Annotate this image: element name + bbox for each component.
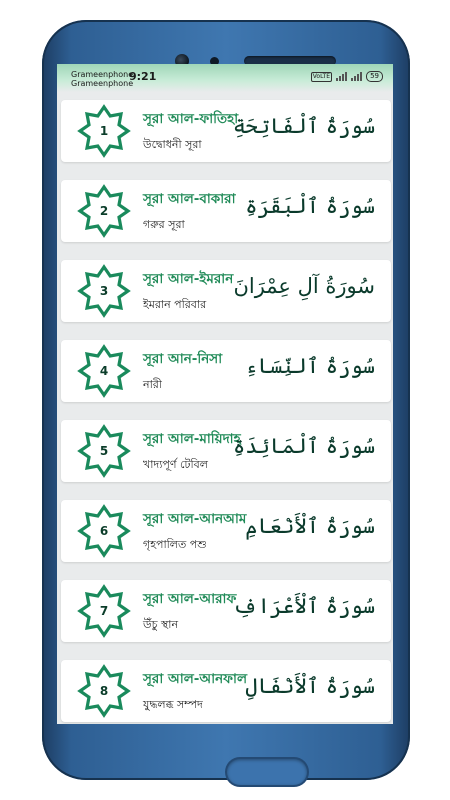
surah-number-badge bbox=[77, 584, 131, 638]
status-icons bbox=[311, 71, 383, 82]
surah-number: 2 bbox=[99, 204, 109, 218]
surah-number-badge bbox=[77, 664, 131, 718]
status-bar bbox=[57, 64, 393, 92]
surah-name-bangla: সূরা আল-আনফাল bbox=[143, 671, 248, 687]
surah-list-item[interactable] bbox=[61, 100, 391, 162]
surah-name-bangla: সূরা আন-নিসা bbox=[143, 351, 223, 367]
surah-number-badge bbox=[77, 104, 131, 158]
surah-number: 8 bbox=[99, 684, 109, 698]
surah-name-bangla: সূরা আল-মায়িদাহ bbox=[143, 431, 241, 447]
surah-meaning-bangla: গৃহপালিত পশু bbox=[143, 538, 207, 551]
surah-number-badge bbox=[77, 424, 131, 478]
volte-icon: VoLTE bbox=[312, 72, 331, 80]
surah-number: 1 bbox=[99, 124, 109, 138]
surah-name-arabic: سُورَةُ ٱلْفَاتِحَةِ bbox=[232, 114, 375, 138]
signal-icon-2 bbox=[351, 72, 362, 81]
surah-meaning-bangla: খাদ্যপূর্ণ টেবিল bbox=[143, 458, 208, 471]
surah-name-arabic: سُورَةُ ٱلْأَنْعَامِ bbox=[245, 514, 375, 538]
carrier-names bbox=[71, 70, 133, 88]
surah-name-bangla: সূরা আল-বাকারা bbox=[143, 191, 236, 207]
clock: 9:21 bbox=[129, 70, 157, 83]
surah-number-badge bbox=[77, 504, 131, 558]
surah-name-bangla: সূরা আল-আনআম bbox=[143, 511, 247, 527]
surah-name-arabic: سُورَةُ ٱلْأَنْفَالِ bbox=[245, 674, 375, 698]
surah-name-arabic: سُورَةُ آلِ عِمْرَانَ bbox=[233, 274, 375, 298]
surah-meaning-bangla: উঁচু স্থান bbox=[143, 618, 179, 631]
surah-name-bangla: সূরা আল-আরাফ bbox=[143, 591, 237, 607]
surah-number-badge bbox=[77, 184, 131, 238]
surah-number-badge bbox=[77, 264, 131, 318]
surah-name-arabic: سُورَةُ ٱلْبَقَرَةِ bbox=[245, 194, 375, 218]
surah-list-item[interactable] bbox=[61, 340, 391, 402]
surah-name-arabic: سُورَةُ ٱلْمَائِدَةِ bbox=[232, 434, 375, 458]
surah-list-item[interactable] bbox=[61, 660, 391, 722]
surah-list-item[interactable] bbox=[61, 420, 391, 482]
carrier-1: Grameenphone bbox=[71, 70, 134, 79]
surah-meaning-bangla: উদ্বোধনী সূরা bbox=[143, 138, 202, 151]
surah-number: 3 bbox=[99, 284, 109, 298]
surah-number: 6 bbox=[99, 524, 109, 538]
surah-list-item[interactable] bbox=[61, 500, 391, 562]
signal-icon bbox=[336, 72, 347, 81]
surah-number: 7 bbox=[99, 604, 109, 618]
surah-meaning-bangla: যুদ্ধলব্ধ সম্পদ bbox=[143, 698, 203, 711]
surah-meaning-bangla: গরুর সূরা bbox=[143, 218, 185, 231]
surah-list-item[interactable] bbox=[61, 580, 391, 642]
surah-name-bangla: সূরা আল-ইমরান bbox=[143, 271, 234, 287]
surah-list bbox=[61, 100, 391, 724]
surah-number: 5 bbox=[99, 444, 109, 458]
battery-icon: 59 bbox=[366, 71, 383, 82]
carrier-2: Grameenphone bbox=[71, 79, 134, 88]
surah-name-arabic: سُورَةُ ٱلنِّسَاءِ bbox=[245, 354, 375, 378]
surah-name-bangla: সূরা আল-ফাতিহা bbox=[143, 111, 239, 127]
surah-meaning-bangla: নারী bbox=[143, 378, 162, 391]
surah-list-item[interactable] bbox=[61, 260, 391, 322]
surah-name-arabic: سُورَةُ ٱلْأَعْرَافِ bbox=[232, 594, 375, 618]
app-screen bbox=[57, 64, 393, 724]
home-button[interactable] bbox=[227, 759, 307, 785]
surah-list-item[interactable] bbox=[61, 180, 391, 242]
surah-number-badge bbox=[77, 344, 131, 398]
surah-number: 4 bbox=[99, 364, 109, 378]
surah-meaning-bangla: ইমরান পরিবার bbox=[143, 298, 207, 311]
